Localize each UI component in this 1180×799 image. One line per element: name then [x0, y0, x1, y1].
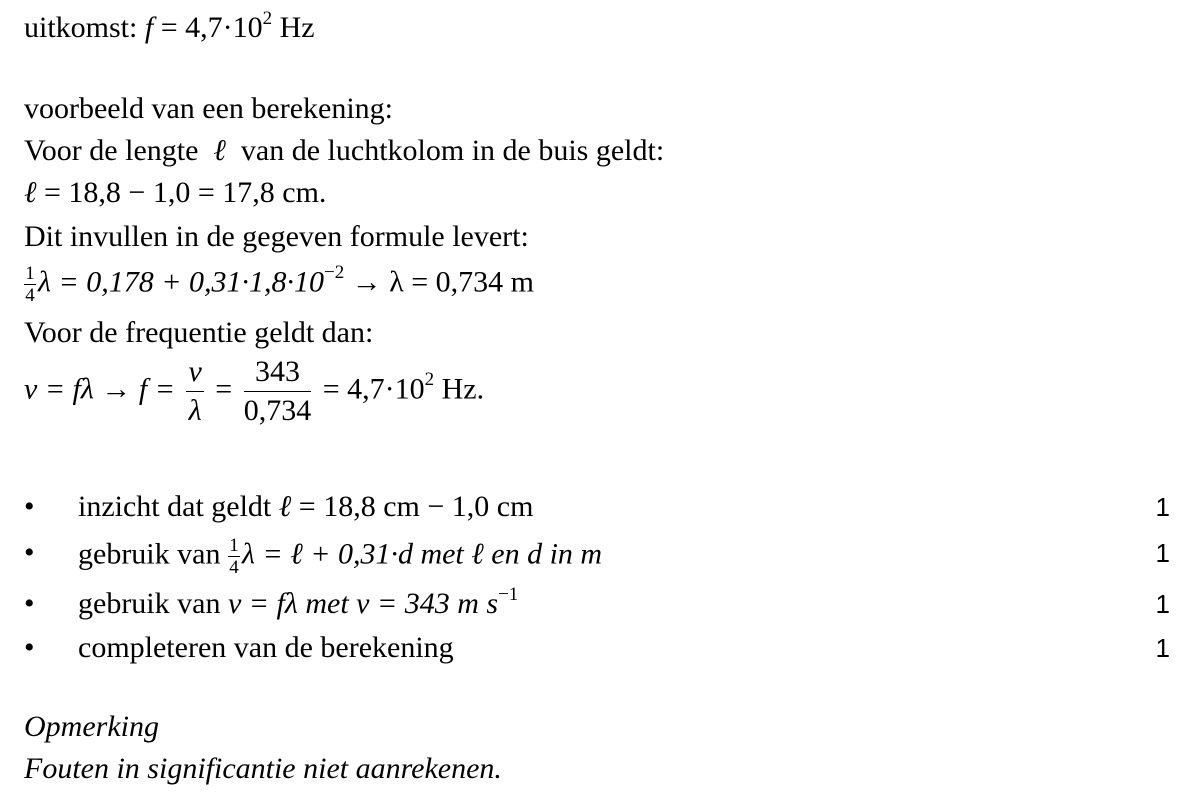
quarter-fraction: $\frac{1}{4}$	[25, 263, 35, 306]
fraction-v-over-lambda: $\frac{v}{\lambda}$	[188, 355, 202, 427]
quarter-fraction: $\frac{1}{4}$	[229, 535, 239, 578]
criterion-points: 1	[1155, 633, 1170, 663]
example-intro: voorbeeld van een berekening:	[24, 92, 394, 125]
fraction-values: $\frac{343}{0,734}$	[243, 355, 312, 427]
note-body: Fouten in significantie niet aanrekenen.	[24, 752, 502, 785]
criterion-points: 1	[1155, 492, 1170, 522]
equation-frequency: v = fλ → f = $\frac{v}{\lambda}$ = $\frac{343}{0,734}$ = $4,7\cdot 10^2$ Hz.	[24, 355, 485, 427]
length-calc: ℓ = 18,8 − 1,0 = 17,8 cm.	[24, 176, 327, 209]
criterion-points: 1	[1155, 538, 1170, 568]
length-sentence: Voor de lengte ℓ van de luchtkolom in de buis geldt:	[24, 134, 665, 167]
f-symbol: f	[144, 11, 154, 44]
criterion-points: 1	[1155, 589, 1170, 619]
equation-wavelength: $\frac{1}{4}$ $\lambda = 0,178 + 0,31\cdot 1,8\cdot 10^{-2} \to \lambda = 0,734$ m	[25, 262, 535, 306]
result-line: uitkomst: $f = 4,7\cdot 10^2$ Hz	[24, 8, 315, 44]
note-title: Opmerking	[24, 710, 159, 743]
fill-in-sentence: Dit invullen in de gegeven formule levert:	[24, 220, 529, 253]
freq-sentence: Voor de frequentie geldt dan:	[24, 316, 374, 349]
